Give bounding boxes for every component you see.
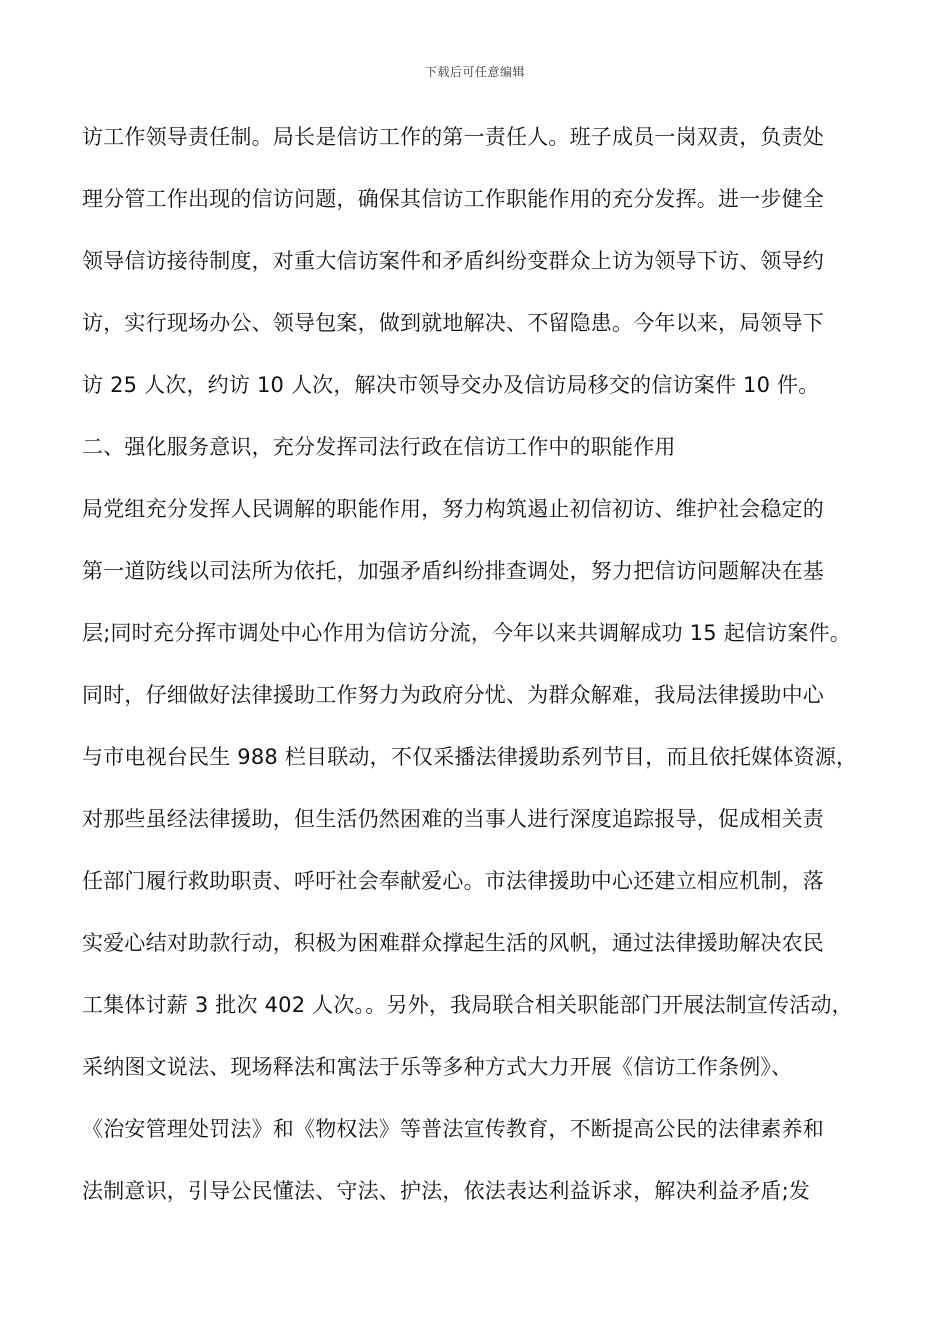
text-line: 法制意识，引导公民懂法、守法、护法，依法表达利益诉求，解决利益矛盾;发 (82, 1179, 811, 1203)
section-heading: 二、强化服务意识，充分发挥司法行政在信访工作中的职能作用 (82, 435, 676, 459)
document-body (82, 118, 882, 1234)
text-line: 第一道防线以司法所为依托，加强矛盾纠纷排查调处，努力把信访问题解决在基 (82, 559, 824, 583)
text-line: 《治安管理处罚法》和《物权法》等普法宣传教育，不断提高公民的法律素养和 (82, 1117, 824, 1141)
text-line: 领导信访接待制度，对重大信访案件和矛盾纠纷变群众上访为领导下访、领导约 (82, 249, 824, 273)
text-line: 对那些虽经法律援助，但生活仍然困难的当事人进行深度追踪报导，促成相关责 (82, 807, 824, 831)
text-line: 同时，仔细做好法律援助工作努力为政府分忧、为群众解难，我局法律援助中心 (82, 683, 824, 707)
text-line: 实爱心结对助款行动，积极为困难群众撑起生活的风帆，通过法律援助解决农民 (82, 931, 824, 955)
text-line: 任部门履行救助职责、呼吁社会奉献爱心。市法律援助中心还建立相应机制，落 (82, 869, 824, 893)
text-line: 局党组充分发挥人民调解的职能作用，努力构筑遏止初信初访、维护社会稳定的 (82, 497, 824, 521)
page-header: 下载后可任意编辑 (424, 65, 525, 79)
text-line: 理分管工作出现的信访问题，确保其信访工作职能作用的充分发挥。进一步健全 (82, 187, 824, 211)
text-line: 访 25 人次，约访 10 人次，解决市领导交办及信访局移交的信访案件 10 件。 (82, 373, 820, 397)
text-line: 层;同时充分挥市调处中心作用为信访分流，今年以来共调解成功 15 起信访案件。 (82, 621, 851, 645)
text-line: 工集体讨薪 3 批次 402 人次。。另外，我局联合相关职能部门开展法制宣传活动， (82, 993, 853, 1017)
text-line: 访工作领导责任制。局长是信访工作的第一责任人。班子成员一岗双责，负责处 (82, 125, 824, 149)
text-line: 采纳图文说法、现场释法和寓法于乐等多种方式大力开展《信访工作条例》、 (82, 1055, 793, 1079)
text-line: 与市电视台民生 988 栏目联动，不仅采播法律援助系列节目，而且依托媒体资源， (82, 745, 858, 769)
text-line: 访，实行现场办公、领导包案，做到就地解决、不留隐患。今年以来，局领导下 (82, 311, 824, 335)
